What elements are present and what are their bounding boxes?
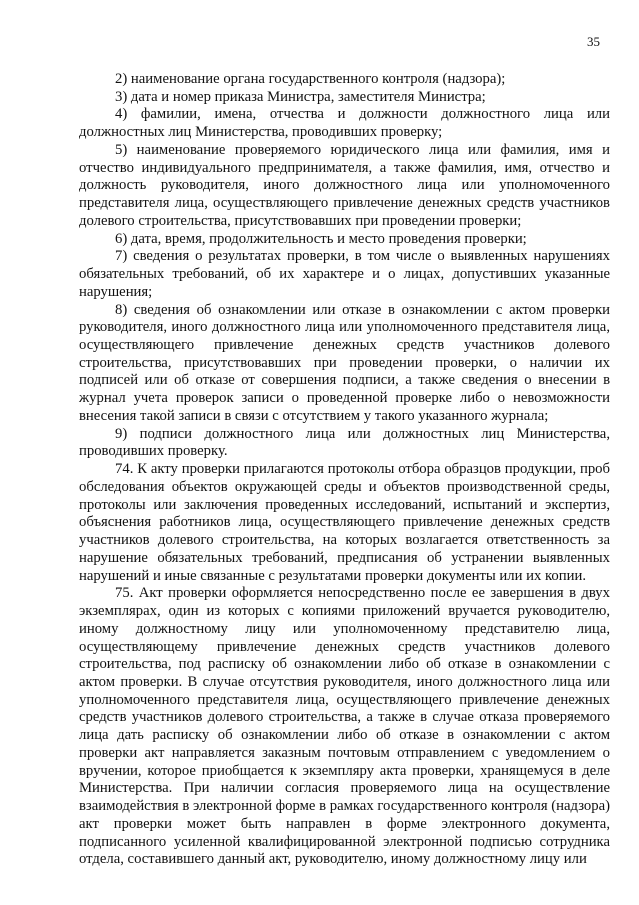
list-item-2-inspection-authority: 2) наименование органа государственного контроля (надзора); (115, 71, 506, 87)
page-number: 35 (587, 34, 600, 49)
list-item-5-inspected-entity: 5) наименование проверяемого юридического лица или фамилия, имя и отчество индивидуального предпринимателя, а также фамилия, имя, отчество и должность руководителя, иного должностного лица или уполномоченного представителя лица, осуществляющего привлечение денежных средств участников долевого строительства, присутствовавших при проведении проверки; (79, 141, 610, 229)
list-item-7-inspection-results: 7) сведения о результатах проверки, в том числе о выявленных нарушениях обязательных требований, об их характере и о лицах, допустивших указанные нарушения; (79, 248, 610, 300)
list-item-4-inspectors: 4) фамилии, имена, отчества и должности должностного лица или должностных лиц Министерства, проводивших проверку; (79, 106, 610, 141)
list-item-3-order-date-number: 3) дата и номер приказа Министра, заместителя Министра; (115, 88, 486, 105)
paragraph-74-attachments: 74. К акту проверки прилагаются протоколы отбора образцов продукции, проб обследования объектов окружающей среды и объектов производственной среды, протоколы или заключения проведенных исследований, испытаний и экспертиз, объяснения работников лица, осуществляющего привлечение денежных средств участников долевого строительства, на которых возлагается ответственность за нарушение обязательных требований, предписания об устранении выявленных нарушений и иные связанные с результатами проверки документы или их копии. (79, 461, 610, 584)
list-item-6-date-time-place: 6) дата, время, продолжительность и место проведения проверки; (115, 230, 527, 247)
paragraph-75-act-execution: 75. Акт проверки оформляется непосредственно после ее завершения в двух экземплярах, один из которых с копиями приложений вручается руководителю, иному должностному лицу или уполномоченному представителю лица, осуществляющему привлечение денежных средств участников долевого строительства, под расписку об ознакомлении либо об отказе в ознакомлении с актом проверки. В случае отсутствия руководителя, иного должностного лица или уполномоченного представителя лица, осуществляющего привлечение денежных средств участников долевого строительства, а также в случае отказа проверяемого лица дать расписку об ознакомлении либо об отказе в ознакомлении с актом проверки акт направляется заказным почтовым отправлением с уведомлением о вручении, которое приобщается к экземпляру акта проверки, хранящемуся в деле Министерства. При наличии согласия проверяемого лица на осуществление взаимодействия в электронной форме в рамках государственного контроля (надзора) акт проверки может быть направлен в форме электронного документа, подписанного усиленной квалифицированной электронной подписью сотрудника отдела, составившего данный акт, руководителю, иному должностному лицу или (79, 585, 611, 868)
list-item-8-acquaintance-info: 8) сведения об ознакомлении или отказе в ознакомлении с актом проверки руководителя, иного должностного лица или уполномоченного представителя лица, осуществляющего привлечение денежных средств участников долевого строительства, присутствовавших при проведении проверки, о наличии их подписей или об отказе от совершения подписи, а также сведения о внесении в журнал учета проверок записи о проведенной проверке либо о невозможности внесения такой записи в связи с отсутствием у такого указанного журнала; (79, 301, 610, 424)
list-item-9-signatures: 9) подписи должностного лица или должностных лиц Министерства, проводивших проверку. (79, 425, 610, 460)
document-body (79, 71, 610, 869)
